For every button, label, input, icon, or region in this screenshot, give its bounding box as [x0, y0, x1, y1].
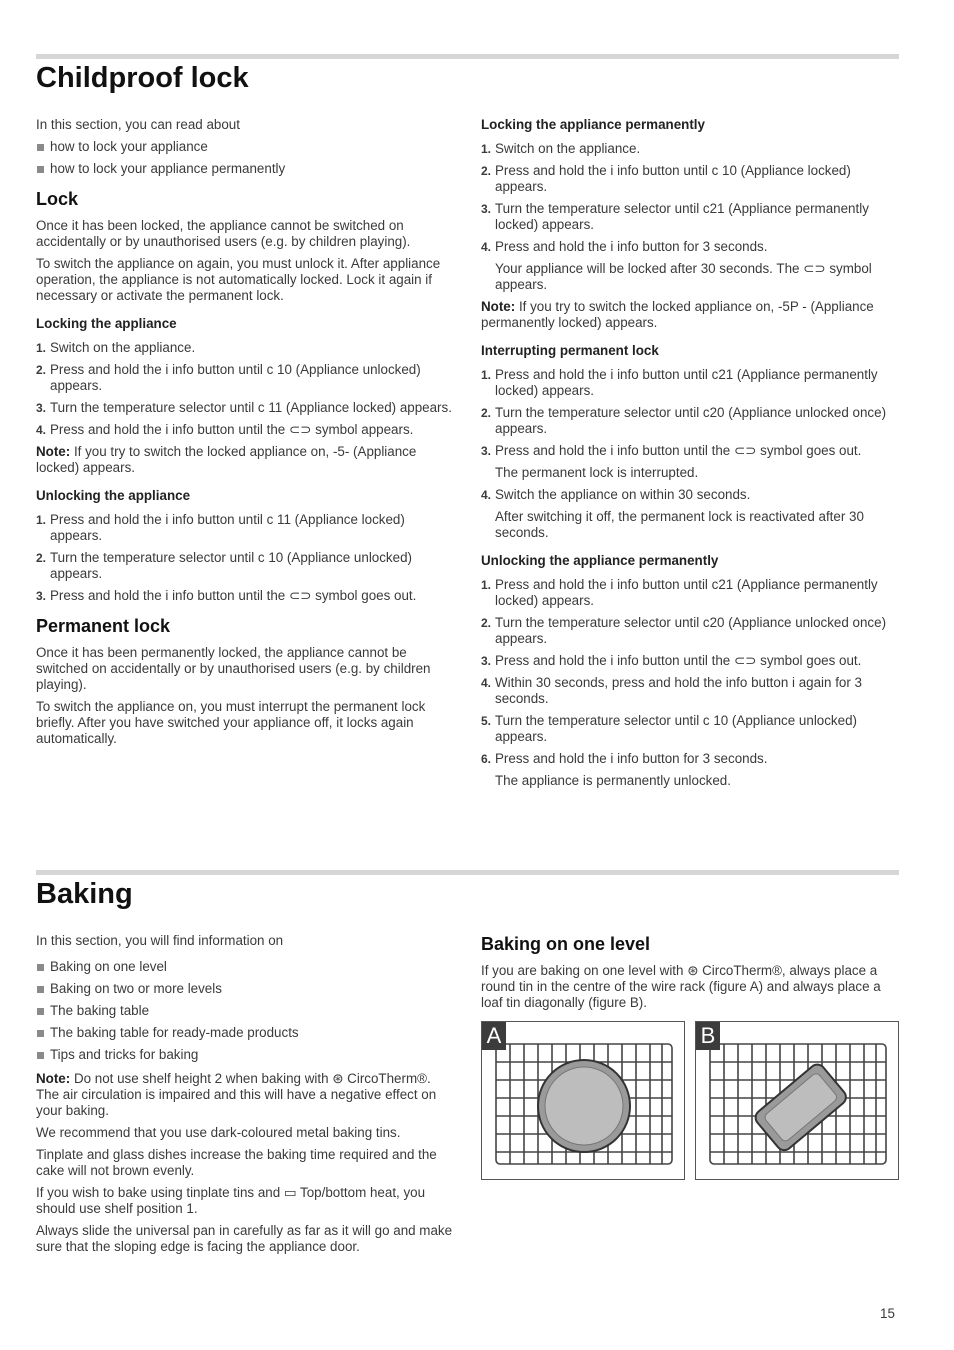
step-text: Switch on the appliance. — [495, 141, 641, 156]
step-number: 4. — [481, 488, 492, 502]
permanent-paragraph-1: Once it has been permanently locked, the appliance cannot be switched on accidentally or by unauthorised users (e.g. by children playing). — [36, 645, 431, 692]
note-label: Note: — [481, 299, 516, 314]
list-item — [481, 615, 899, 647]
step-text: Press and hold the i info button until c21 (Appliance permanently locked) appears. — [495, 367, 878, 398]
heading-locking-appliance: Locking the appliance — [36, 316, 177, 331]
unlocking-steps — [36, 512, 456, 604]
heading-baking-one-level: Baking on one level — [481, 934, 651, 954]
list-item — [481, 201, 899, 233]
heading-unlocking-appliance: Unlocking the appliance — [36, 488, 191, 503]
list-item — [36, 422, 456, 438]
heading-unlocking-permanently: Unlocking the appliance permanently — [481, 553, 719, 568]
locking-permanent-steps — [481, 141, 899, 293]
step-subtext: The permanent lock is interrupted. — [495, 465, 699, 480]
step-number: 3. — [36, 401, 47, 415]
list-item: Tips and tricks for baking — [36, 1047, 456, 1063]
note-text: Do not use shelf height 2 when baking with ⊛ CircoTherm®. The air circulation is impaired and this will have a negative effect on your baking. — [36, 1071, 437, 1118]
list-item — [481, 675, 899, 707]
step-text: Turn the temperature selector until c21 (Appliance permanently locked) appears. — [495, 201, 869, 232]
list-item — [481, 141, 899, 157]
note-label: Note: — [36, 444, 71, 459]
lock-paragraph-1: Once it has been locked, the appliance cannot be switched on accidentally or by unauthorised users (e.g. by children playing). — [36, 218, 411, 249]
step-number: 2. — [36, 363, 47, 377]
step-text: Switch on the appliance. — [50, 340, 196, 355]
step-number: 2. — [481, 164, 492, 178]
list-item — [481, 163, 899, 195]
note-label: Note: — [36, 1071, 71, 1086]
figure-label-a: A — [482, 1022, 506, 1050]
step-text: Press and hold the i info button until the ⊂⊃ symbol goes out. — [495, 443, 862, 458]
baking-left-column — [36, 933, 456, 1261]
list-item — [481, 577, 899, 609]
wire-rack-loaf-tin-image — [696, 1022, 898, 1179]
list-item — [481, 653, 899, 669]
list-item — [36, 512, 456, 544]
list-item: The baking table for ready-made products — [36, 1025, 456, 1041]
step-number: 2. — [36, 551, 47, 565]
lock-paragraph-2: To switch the appliance on again, you must unlock it. After appliance operation, the appliance is not automatically locked. Lock it again if necessary or activate the permanent lock. — [36, 256, 441, 303]
locking-steps — [36, 340, 456, 438]
page-title-baking: Baking — [36, 878, 133, 910]
heading-interrupting-permanent-lock: Interrupting permanent lock — [481, 343, 659, 358]
step-number: 5. — [481, 714, 492, 728]
step-number: 1. — [481, 578, 492, 592]
step-number: 3. — [481, 654, 492, 668]
step-text: Turn the temperature selector until c 11 (Appliance locked) appears. — [50, 400, 452, 415]
step-text: Press and hold the i info button until the ⊂⊃ symbol goes out. — [50, 588, 417, 603]
note-text: If you try to switch the locked appliance on, -5P - (Appliance permanently locked) appears. — [481, 299, 874, 330]
baking-paragraph-4: Always slide the universal pan in carefully as far as it will go and make sure that the sloping edge is facing the appliance door. — [36, 1223, 453, 1254]
list-item — [481, 751, 899, 789]
step-number: 4. — [481, 240, 492, 254]
step-text: Switch the appliance on within 30 seconds. — [495, 487, 751, 502]
list-item: how to lock your appliance — [36, 139, 456, 155]
step-number: 1. — [36, 341, 47, 355]
step-subtext: Your appliance will be locked after 30 seconds. The ⊂⊃ symbol appears. — [495, 261, 872, 292]
step-number: 3. — [481, 202, 492, 216]
unlock-permanent-steps — [481, 577, 899, 789]
step-number: 2. — [481, 616, 492, 630]
list-item — [481, 487, 899, 541]
permanent-note — [481, 299, 899, 331]
heading-locking-permanently: Locking the appliance permanently — [481, 117, 705, 132]
step-text: Turn the temperature selector until c 10 (Appliance unlocked) appears. — [50, 550, 412, 581]
intro-text: In this section, you can read about — [36, 117, 240, 132]
step-number: 6. — [481, 752, 492, 766]
list-item: The baking table — [36, 1003, 456, 1019]
list-item — [481, 713, 899, 745]
baking-intro: In this section, you will find information on — [36, 933, 284, 948]
permanent-paragraph-2: To switch the appliance on, you must interrupt the permanent lock briefly. After you have switched your appliance off, it locks again automatically. — [36, 699, 426, 746]
baking-topics-list — [36, 959, 456, 1063]
section-rule-top — [36, 54, 899, 59]
step-text: Press and hold the i info button until c 10 (Appliance locked) appears. — [495, 163, 851, 194]
figures-row — [481, 1021, 899, 1180]
list-item — [36, 588, 456, 604]
step-subtext: After switching it off, the permanent lock is reactivated after 30 seconds. — [495, 509, 864, 540]
list-item — [36, 362, 456, 394]
step-text: Turn the temperature selector until c 10 (Appliance unlocked) appears. — [495, 713, 857, 744]
figure-b-loaf-tin — [695, 1021, 899, 1180]
list-item — [36, 340, 456, 356]
step-text: Turn the temperature selector until c20 (Appliance unlocked once) appears. — [495, 405, 887, 436]
step-text: Turn the temperature selector until c20 (Appliance unlocked once) appears. — [495, 615, 887, 646]
heading-lock: Lock — [36, 189, 79, 209]
list-item: Baking on one level — [36, 959, 456, 975]
step-text: Press and hold the i info button for 3 seconds. — [495, 751, 768, 766]
step-text: Press and hold the i info button until c21 (Appliance permanently locked) appears. — [495, 577, 878, 608]
one-level-text: If you are baking on one level with ⊛ CircoTherm®, always place a round tin in the centre of the wire rack (figure A) and always place a loaf tin diagonally (figure B). — [481, 963, 881, 1010]
figure-a-round-tin — [481, 1021, 685, 1180]
list-item — [481, 443, 899, 481]
childproof-left-column — [36, 117, 456, 753]
list-item — [36, 550, 456, 582]
step-number: 3. — [36, 589, 47, 603]
step-subtext: The appliance is permanently unlocked. — [495, 773, 731, 788]
childproof-right-column — [481, 105, 899, 795]
page-number: 15 — [880, 1306, 895, 1321]
step-text: Press and hold the i info button until the ⊂⊃ symbol appears. — [50, 422, 414, 437]
list-item — [481, 239, 899, 293]
step-text: Within 30 seconds, press and hold the info button i again for 3 seconds. — [495, 675, 862, 706]
step-number: 4. — [481, 676, 492, 690]
step-text: Press and hold the i info button until c 11 (Appliance locked) appears. — [50, 512, 405, 543]
lock-note — [36, 444, 456, 476]
step-text: Press and hold the i info button until c 10 (Appliance unlocked) appears. — [50, 362, 421, 393]
baking-paragraph-1: We recommend that you use dark-coloured metal baking tins. — [36, 1125, 401, 1140]
step-number: 1. — [481, 142, 492, 156]
list-item — [36, 400, 456, 416]
baking-right-column — [481, 922, 899, 1180]
list-item: Baking on two or more levels — [36, 981, 456, 997]
note-text: If you try to switch the locked appliance on, -5- (Appliance locked) appears. — [36, 444, 417, 475]
step-number: 3. — [481, 444, 492, 458]
step-number: 2. — [481, 406, 492, 420]
list-item: how to lock your appliance permanently — [36, 161, 456, 177]
wire-rack-round-tin-image — [482, 1022, 684, 1179]
step-number: 1. — [481, 368, 492, 382]
heading-permanent-lock: Permanent lock — [36, 616, 171, 636]
interrupt-steps — [481, 367, 899, 541]
baking-note — [36, 1071, 456, 1119]
intro-list — [36, 139, 456, 177]
section-rule-baking — [36, 870, 899, 875]
step-text: Press and hold the i info button for 3 seconds. — [495, 239, 768, 254]
step-number: 1. — [36, 513, 47, 527]
baking-paragraph-2: Tinplate and glass dishes increase the baking time required and the cake will not brown evenly. — [36, 1147, 437, 1178]
baking-paragraph-3: If you wish to bake using tinplate tins and ▭ Top/bottom heat, you should use shelf position 1. — [36, 1185, 426, 1216]
list-item — [481, 367, 899, 399]
figure-label-b: B — [696, 1022, 720, 1050]
page-title-childproof-lock: Childproof lock — [36, 62, 249, 94]
list-item — [481, 405, 899, 437]
step-text: Press and hold the i info button until the ⊂⊃ symbol goes out. — [495, 653, 862, 668]
step-number: 4. — [36, 423, 47, 437]
